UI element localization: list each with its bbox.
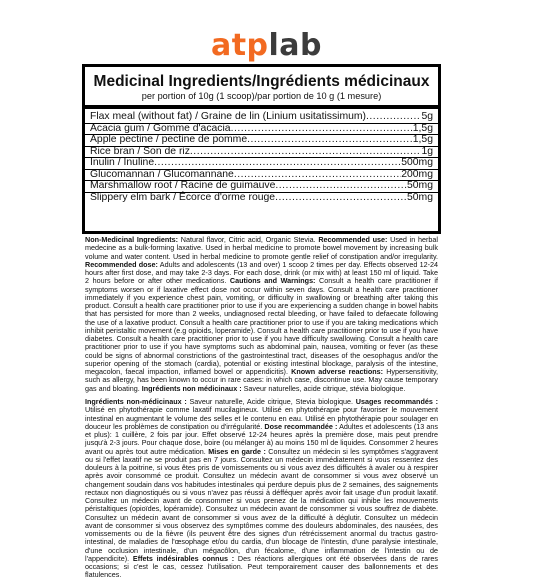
- fr-use-heading: Usages recommandés :: [355, 397, 438, 406]
- panel-title: Medicinal Ingredients/Ingrédients médicinaux: [93, 73, 430, 90]
- medicinal-ingredients-panel: [82, 64, 441, 234]
- dot-leader: [190, 147, 422, 158]
- ingredient-row: [85, 112, 438, 124]
- en-caution-heading: Cautions and Warnings:: [229, 276, 316, 286]
- logo-part-lab: lab: [268, 28, 323, 63]
- ingredient-name: Glucomannan / Glucomannane: [90, 168, 234, 180]
- ingredient-name: Apple pectine / pectine de pomme: [90, 134, 248, 145]
- ingredient-name: Flax meal (without fat) / Graine de lin (Linium usitatissimum): [90, 111, 367, 122]
- ingredient-name: Marshmallow root / Racine de guimauve: [90, 180, 276, 191]
- en-caution-text: Consult a health care practitioner if symptoms worsen or if laxative effect dose not occur within seven days. Consult a health care practitioner immediately if you experience chest pain, vomiting, or difficulty in swallowing or breathing after taking this product. Consult a health care practitioner prior to use if you are experiencing a sudden change in bowel habits that has persisted for more than 2 weeks, undiagnosed rectal bleeding, or have failed to defaecate following the use of a laxative product. Consult a health care practitioner prior to use if you are taking medications which inhibit peristaltic movement (e.g opioids, loperamide). Consult a health care practitioner prior to use if you have diabetes. Consult a health care practitioner prior to use if you have difficulty swallowing. Consult a health care practitioner prior to use if you have symptoms such as abdominal pain, nausea, vomiting or fever (as these could be signs of abnormal constrictions of the gastrointestinal tract, diseases of the oesophagus and/or the superior opening of the stomach (cardia), potential or existing intestinal blockage, paralysis of the intestine, megacolon, faecal impaction, inflamed bowel or appendicitis).: [85, 276, 439, 376]
- en-use-text: Used in herbal medecine as a bulk-forming laxative. Used in herbal medicine to promote bowel movement by increasing bulk volume and water content. Used in herbal medicine to promote gentle relief of constipation and/or irregularity.: [85, 235, 439, 261]
- en-dose-heading: Recommended dose:: [85, 259, 158, 269]
- ingredient-amount: 200mg: [401, 168, 433, 180]
- en-nonmed-text: Natural flavor, Citric acid, Organic Stevia.: [178, 235, 319, 244]
- french-info-block: [85, 398, 438, 580]
- fr-nonmed-heading: Ingrédients non-médicinaux :: [85, 397, 187, 406]
- fr-dose-text: Adultes et adolescents (13 ans et plus): 1 cuillère, 2 fois par jour. Effet observé 12-24 heures après la première dose, mais peut prendre jusqu'à 2-3 jours. Pour chaque dose, boire (ou mélanger à) au moins 150 ml de liquides. Consommer 2 heures avant ou après tout autre médication.: [85, 421, 439, 456]
- dot-leader: [275, 193, 407, 204]
- en-nonmed-fr-text: Saveur naturelles, acide citrique, stévia biologique.: [241, 383, 406, 393]
- en-adverse-heading: Known adverse reactions:: [291, 367, 384, 376]
- fr-caution-text: Consultez un médecin si les symptômes s'aggravent ou si l'effet laxatif ne se produit pas en 7 jours. Consultez un médecin immédiatement si vous ressentez des douleurs à la poitrine, si vous êtes pris de vomissements ou si vous avez des difficultés à avaler ou à respirer après avoir consommé ce produit. Consultez un médecin avant de consommer si vous avez observé un changement soudain dans vos habitudes intestinales qui perdure depuis plus de 2 semaines, des saignements rectaux non diagnostiqués ou si vous n'avez pas réussi à défféquer après avoir fait usage d'un produit laxatif. Consultez un médecin avant de consommer si vous prenez de la médication qui inhibe les mouvements péristaltiques (opioïdes, lopéramide). Consultez un médecin avant de consommer si vous souffrez de diabète. Consultez un médecin avant de consommer si vous avez de la difficulté à déglutir. Consultez un médecin avant de consommer si vous observez des symptômes comme des douleurs abdominales, des nausées, des vomissements ou de la fièvre (ils peuvent être des signes d'un rétrécissement anormal du tractus gastro-intestinal, de maladies de l'œsophage et/ou du cardia, d'un blocage de l'intestin, d'une paralysie intestinale, d'une occlusion intestinale, d'un mégacôlon, d'un fécalome, d'une inflammation de l'intestin ou de l'appendicite).: [85, 446, 438, 563]
- thick-divider: [85, 105, 438, 109]
- en-dose-text: Adults and adolescents (13 and over) 1 scoop 2 times per day. Effects observed 12-24 hours after first dose, and may take 2-3 days. For each dose, drink (or mix with) at least 150 ml of liquid. Take 2 hours before or after other medications.: [85, 259, 438, 286]
- fr-adverse-text: Des réactions allergiques ont été observées dans de rares occasions; si c'est le cas, cessez l'utilisation. Peut temporairement causer des ballonnements et des flatulences.: [85, 553, 439, 580]
- ingredient-name: Slippery elm bark / Écorce d'orme rouge: [90, 191, 276, 203]
- ingredient-name: Inulin / Inuline: [90, 157, 155, 168]
- ingredient-amount: 50mg: [407, 191, 433, 203]
- fr-adverse-heading: Effets indésirables connus :: [132, 553, 235, 563]
- en-nonmed-heading: Non-Medicinal Ingredients:: [85, 235, 179, 244]
- dot-leader: [231, 124, 413, 135]
- fr-nonmed-text: Saveur naturelle, Acide citrique, Stevia biologique.: [186, 397, 356, 406]
- ingredient-row: [85, 135, 438, 147]
- ingredient-amount: 5g: [421, 111, 433, 122]
- dot-leader: [247, 135, 413, 146]
- panel-subtitle: per portion of 10g (1 scoop)/par portion de 10 g (1 mesure): [141, 91, 382, 101]
- fr-dose-heading: Dose recommandée :: [264, 421, 338, 431]
- ingredient-list: [85, 112, 438, 203]
- ingredient-row: [85, 181, 438, 193]
- brand-logo: [0, 29, 533, 63]
- english-info-block: [85, 236, 438, 393]
- fr-use-text: Utilisé en phytothérapie comme laxatif mucilagineux. Utilisé en phytothérapie pour favoriser le mouvement intestinal en augmentant le volume des selles et le contenu en eau. Utilisé en phytothérapie pour soulager en douceur les problèmes de constipation ou d'irrégularité.: [85, 405, 438, 431]
- ingredient-amount: 1,5g: [412, 122, 433, 134]
- ingredient-amount: 500mg: [401, 157, 433, 168]
- ingredient-row: [85, 193, 438, 204]
- ingredient-name: Rice bran / Son de riz: [90, 145, 190, 157]
- ingredient-amount: 50mg: [407, 180, 433, 191]
- dot-leader: [154, 158, 401, 169]
- ingredient-row: [85, 158, 438, 170]
- dot-leader: [366, 112, 421, 123]
- dot-leader: [234, 170, 401, 181]
- en-adverse-text: Hypersensitivity, such as allergy, has been known to occur in rare cases: in which case, discontinue use. May cause temporary gas and bloating.: [85, 367, 438, 393]
- ingredient-amount: 1,5g: [412, 134, 433, 145]
- logo-part-atp: atp: [210, 28, 269, 63]
- fr-caution-heading: Mises en garde :: [208, 446, 266, 456]
- en-use-heading: Recommended use:: [318, 235, 388, 244]
- dot-leader: [275, 181, 407, 192]
- en-nonmed-fr-heading: Ingrédients non médicinaux :: [141, 383, 242, 393]
- ingredient-name: Acacia gum / Gomme d'acacia: [90, 122, 231, 134]
- ingredient-amount: 1g: [421, 145, 433, 157]
